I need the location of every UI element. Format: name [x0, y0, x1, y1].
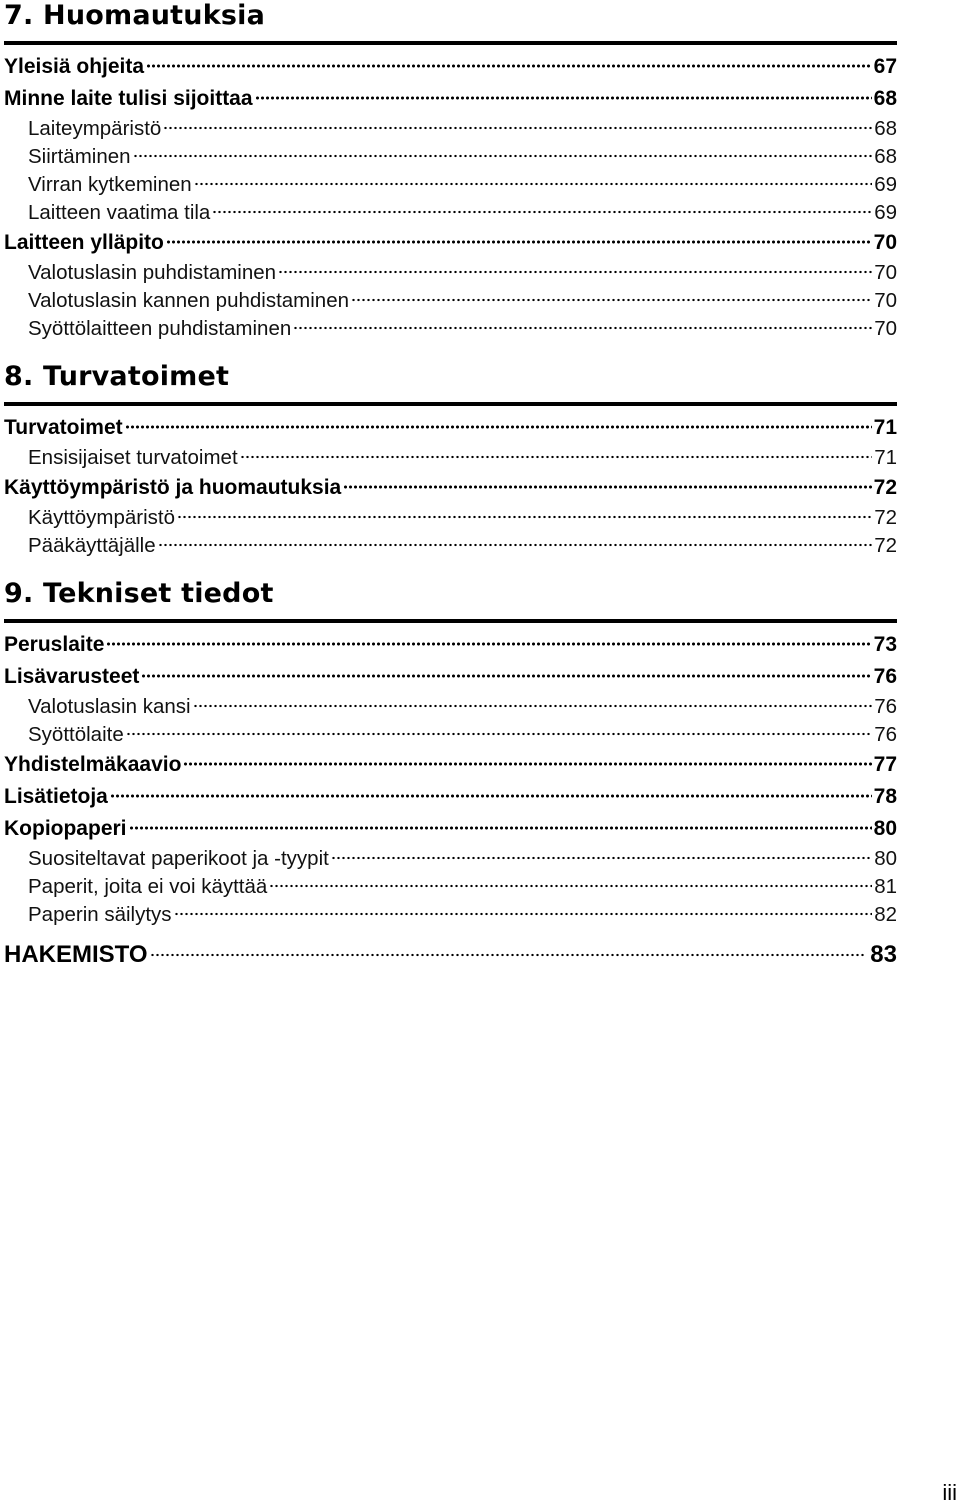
- dot-leader: [343, 485, 871, 489]
- entry-label: Pääkäyttäjälle: [28, 534, 156, 557]
- entry-page-number: 76: [873, 665, 897, 688]
- dot-leader: [166, 240, 872, 244]
- toc-subentry[interactable]: [4, 199, 897, 227]
- dot-leader: [163, 126, 872, 130]
- entry-page-number: 82: [874, 903, 897, 926]
- toc-entry[interactable]: [4, 472, 897, 504]
- dot-leader: [212, 210, 872, 214]
- toc-subentry[interactable]: [4, 259, 897, 287]
- toc-entry[interactable]: [4, 51, 897, 83]
- entry-label: Paperit, joita ei voi käyttää: [28, 875, 268, 898]
- entry-page-number: 72: [874, 506, 897, 529]
- entry-label: Käyttöympäristö: [28, 506, 175, 529]
- dot-leader: [177, 515, 872, 519]
- entry-page-number: 69: [874, 173, 897, 196]
- entry-label: Kopiopaperi: [4, 817, 127, 840]
- chapter-section: [4, 361, 897, 560]
- toc-subentry[interactable]: [4, 873, 897, 901]
- index-page-number: 83: [870, 941, 897, 968]
- toc-subentry[interactable]: [4, 143, 897, 171]
- chapter-title: 8. Turvatoimet: [4, 361, 230, 392]
- entry-page-number: 73: [873, 633, 897, 656]
- chapter-section: [4, 0, 897, 343]
- entry-page-number: 70: [873, 231, 897, 254]
- entry-page-number: 72: [874, 534, 897, 557]
- dot-leader: [110, 794, 872, 798]
- dot-leader: [150, 953, 865, 957]
- entry-page-number: 72: [873, 476, 897, 499]
- entry-label: Yhdistelmäkaavio: [4, 753, 182, 776]
- entry-label: Lisätietoja: [4, 785, 108, 808]
- entry-label: Valotuslasin kannen puhdistaminen: [28, 289, 350, 312]
- toc-entry[interactable]: [4, 749, 897, 781]
- dot-leader: [146, 64, 872, 68]
- entry-page-number: 77: [873, 753, 897, 776]
- entry-label: Syöttölaitteen puhdistaminen: [28, 317, 292, 340]
- chapter-section: [4, 578, 897, 929]
- entry-label: Turvatoimet: [4, 416, 123, 439]
- toc-entry[interactable]: [4, 412, 897, 444]
- dot-leader: [293, 326, 872, 330]
- toc-entry[interactable]: [4, 661, 897, 693]
- entry-page-number: 76: [874, 695, 897, 718]
- entry-label: Syöttölaite: [28, 723, 124, 746]
- dot-leader: [174, 912, 873, 916]
- entry-page-number: 70: [874, 289, 897, 312]
- toc-subentry[interactable]: [4, 693, 897, 721]
- entry-label: Minne laite tulisi sijoittaa: [4, 87, 253, 110]
- dot-leader: [129, 826, 872, 830]
- toc-subentry[interactable]: [4, 115, 897, 143]
- dot-leader: [133, 154, 873, 158]
- page-number: iii: [942, 1480, 957, 1505]
- chapter-rule: [4, 619, 897, 623]
- dot-leader: [240, 455, 873, 459]
- entry-label: Siirtäminen: [28, 145, 131, 168]
- entry-page-number: 78: [873, 785, 897, 808]
- dot-leader: [194, 182, 872, 186]
- toc-entry[interactable]: [4, 781, 897, 813]
- entry-page-number: 76: [874, 723, 897, 746]
- entry-label: Suositeltavat paperikoot ja -tyypit: [28, 847, 329, 870]
- entry-label: Valotuslasin puhdistaminen: [28, 261, 277, 284]
- toc-entry[interactable]: [4, 813, 897, 845]
- toc-subentry[interactable]: [4, 287, 897, 315]
- entry-label: Laiteympäristö: [28, 117, 162, 140]
- index-label: HAKEMISTO: [4, 941, 148, 968]
- toc-subentry[interactable]: [4, 171, 897, 199]
- entry-page-number: 68: [873, 87, 897, 110]
- dot-leader: [193, 704, 873, 708]
- dot-leader: [278, 270, 872, 274]
- toc-subentry[interactable]: [4, 504, 897, 532]
- entry-label: Valotuslasin kansi: [28, 695, 191, 718]
- entry-page-number: 81: [874, 875, 897, 898]
- toc-subentry[interactable]: [4, 444, 897, 472]
- entry-page-number: 80: [874, 847, 897, 870]
- toc-subentry[interactable]: [4, 532, 897, 560]
- toc-subentry[interactable]: [4, 901, 897, 929]
- entry-page-number: 68: [874, 117, 897, 140]
- toc-subentry[interactable]: [4, 721, 897, 749]
- dot-leader: [125, 425, 872, 429]
- entry-label: Yleisiä ohjeita: [4, 55, 145, 78]
- entry-page-number: 71: [874, 446, 897, 469]
- chapter-title: 9. Tekniset tiedot: [4, 578, 274, 609]
- entry-label: Virran kytkeminen: [28, 173, 192, 196]
- index-entry[interactable]: [4, 937, 897, 973]
- dot-leader: [331, 856, 872, 860]
- dot-leader: [351, 298, 872, 302]
- toc-entry[interactable]: [4, 83, 897, 115]
- dot-leader: [183, 762, 871, 766]
- entry-page-number: 68: [874, 145, 897, 168]
- toc-subentry[interactable]: [4, 315, 897, 343]
- entry-label: Ensisijaiset turvatoimet: [28, 446, 238, 469]
- entry-label: Laitteen vaatima tila: [28, 201, 211, 224]
- entry-page-number: 80: [873, 817, 897, 840]
- chapter-rule: [4, 41, 897, 45]
- dot-leader: [141, 674, 871, 678]
- entry-label: Peruslaite: [4, 633, 105, 656]
- entry-page-number: 69: [874, 201, 897, 224]
- entry-page-number: 67: [873, 55, 897, 78]
- entry-page-number: 70: [874, 261, 897, 284]
- dot-leader: [269, 884, 872, 888]
- chapter-rule: [4, 402, 897, 406]
- entry-label: Laitteen ylläpito: [4, 231, 164, 254]
- dot-leader: [106, 642, 871, 646]
- dot-leader: [126, 732, 872, 736]
- toc-entry[interactable]: [4, 227, 897, 259]
- table-of-contents: [4, 0, 897, 973]
- dot-leader: [255, 96, 872, 100]
- entry-page-number: 70: [874, 317, 897, 340]
- entry-page-number: 71: [873, 416, 897, 439]
- entry-label: Paperin säilytys: [28, 903, 172, 926]
- chapter-title: 7. Huomautuksia: [4, 0, 266, 31]
- toc-subentry[interactable]: [4, 845, 897, 873]
- dot-leader: [158, 543, 873, 547]
- toc-entry[interactable]: [4, 629, 897, 661]
- entry-label: Käyttöympäristö ja huomautuksia: [4, 476, 342, 499]
- entry-label: Lisävarusteet: [4, 665, 140, 688]
